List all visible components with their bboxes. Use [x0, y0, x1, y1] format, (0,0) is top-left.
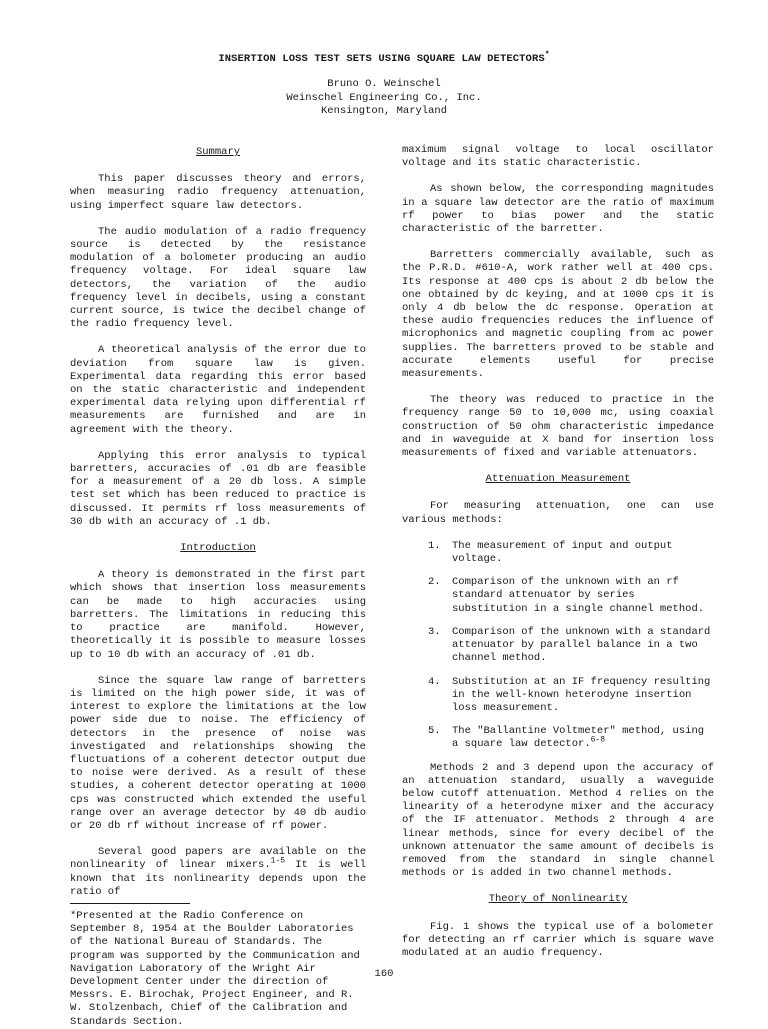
- right-paragraph-5: Methods 2 and 3 depend upon the accuracy of an attenuation standard, usually a waveguide below cutoff attenuation. Method 4 relies on the linearity of a heterodyne mixer and the accuracy of the IF attenuator. Methods 2 through 4 are linear methods, since for every decibel of the unknown attenuator the same amount of decibels is removed from the standard in single channel methods or is added in two channel methods.: [402, 761, 714, 880]
- intro-paragraph-2: Since the square law range of barretters is limited on the high power side, it was of interest to explore the limitations at the low power side due to noise. The efficiency of detectors in the presence of noise was investigated and relationships showing the fluctuations of a coherent detector output due to noise were derived. As a result of these studies, a coherent detector operating at 1000 cps was constructed which extended the useful range over an average detector by 40 db audio or 20 db rf without increase of rf power.: [70, 674, 366, 832]
- attenuation-intro: For measuring attenuation, one can use various methods:: [402, 500, 714, 526]
- method-5-text: The "Ballantine Voltmeter" method, using a square law detector.: [452, 725, 705, 751]
- attenuation-heading: Attenuation Measurement: [485, 473, 631, 486]
- summary-paragraph-1: This paper discusses theory and errors, when measuring radio frequency attenuation, using imperfect square law detectors.: [70, 173, 366, 212]
- intro-paragraph-1: A theory is demonstrated in the first part which shows that insertion loss measurements can be made to high accuracies using barretters. The limitations in reducing this to practice are manifold. However, theoretically it is possible to measure losses up to 10 db with an accuracy of .01 db.: [70, 569, 366, 661]
- page-number: 160: [374, 968, 394, 980]
- method-text: Comparison of the unknown with a standard attenuator by parallel balance in a two channel method.: [452, 625, 711, 665]
- right-paragraph-3: Barretters commercially available, such as the P.R.D. #610-A, work rather well at 400 cps. Its response at 400 cps is about 2 db below the one obtained by dc keying, and at 1000 cps it is only 4 db below the dc response. Operation at these audio frequencies reduces the influence of microphonics and magnetic coupling from ac power supplies. The barretters proved to be stable and accurate elements useful for precise measurements.: [402, 249, 714, 381]
- paper-title: [0, 52, 768, 66]
- method-item: [402, 676, 714, 716]
- introduction-heading: Introduction: [180, 542, 256, 555]
- author-location: Kensington, Maryland: [320, 105, 448, 117]
- intro-paragraph-3: [70, 846, 366, 899]
- method-number: 1.: [428, 539, 441, 552]
- theory-heading: Theory of Nonlinearity: [488, 893, 628, 906]
- method-item: [402, 725, 714, 751]
- right-paragraph-6: Fig. 1 shows the typical use of a bolometer for detecting an rf carrier which is square wave modulated at an audio frequency.: [402, 920, 714, 959]
- intro-p3-text-a: Several good papers are available on the nonlinearity of linear mixers.: [70, 846, 366, 872]
- intro-p3-text-b: It is well known that its nonlinearity depends upon the ratio of: [70, 859, 366, 898]
- summary-paragraph-4: Applying this error analysis to typical barretters, accuracies of .01 db are feasible for a measurement of a 20 db loss. A simple test set which has been reduced to practice is discussed. It permits rf loss measurements of 30 db with an accuracy of .1 db.: [70, 449, 366, 528]
- right-column: [402, 144, 714, 973]
- summary-heading: Summary: [195, 146, 241, 158]
- author-block: [0, 78, 768, 119]
- method-item: [402, 576, 714, 616]
- author-affiliation: Weinschel Engineering Co., Inc.: [286, 91, 482, 104]
- left-column: [70, 146, 366, 1029]
- citation-ref-1-5: 1-5: [270, 856, 286, 866]
- methods-list: [402, 540, 714, 752]
- method-text: Substitution at an IF frequency resulting in the well-known heterodyne insertion loss measurement.: [452, 675, 711, 714]
- method-number: 3.: [428, 625, 441, 638]
- title-text: INSERTION LOSS TEST SETS USING SQUARE LAW DETECTORS: [218, 53, 545, 65]
- continued-paragraph: maximum signal voltage to local oscillator voltage and its static characteristic.: [402, 144, 714, 170]
- right-paragraph-2: As shown below, the corresponding magnitudes in a square law detector are the ratio of maximum rf power to bias power and the static characteristic of the barretter.: [402, 183, 714, 236]
- paper-header: [0, 52, 768, 119]
- method-item: [402, 626, 714, 666]
- summary-paragraph-3: A theoretical analysis of the error due to deviation from square law is given. Experimental data regarding this error based on the static characteristic and independent experimental data relying upon differential rf measurements are furnished and are in agreement with the theory.: [70, 344, 366, 436]
- method-item: [402, 540, 714, 566]
- method-text: Comparison of the unknown with an rf standard attenuator by series substitution in a single channel method.: [452, 576, 705, 615]
- method-number: 2.: [428, 576, 441, 589]
- method-number: 4.: [428, 675, 441, 688]
- author-name: Bruno O. Weinschel: [327, 78, 441, 90]
- footnote-divider: [70, 903, 190, 904]
- method-text: [452, 725, 714, 751]
- citation-ref-6-8: 6-8: [590, 735, 606, 745]
- footnote-text: *Presented at the Radio Conference on September 8, 1954 at the Boulder Laboratories of the National Bureau of Standards. The program was supported by the Communication and Navigation Laboratory of the Wright Air Development Center under the direction of Messrs. E. Birochak, Project Engineer, and R. W. Stolzenbach, Chief of the Calibration and Standards Section.: [70, 909, 360, 1028]
- title-footnote-mark: *: [544, 50, 550, 60]
- right-paragraph-4: The theory was reduced to practice in the frequency range 50 to 10,000 mc, using coaxial construction of 50 ohm characteristic impedance and in waveguide at X band for insertion loss measurements of fixed and variable attenuators.: [402, 394, 714, 460]
- method-number: 5.: [428, 725, 441, 738]
- summary-paragraph-2: The audio modulation of a radio frequency source is detected by the resistance modulation of a bolometer producing an audio frequency voltage. For ideal square law detectors, the variation of the audio frequency level in decibels, using a constant current source, is twice the decibel change of the radio frequency level.: [70, 225, 366, 331]
- method-text: The measurement of input and output voltage.: [452, 539, 673, 566]
